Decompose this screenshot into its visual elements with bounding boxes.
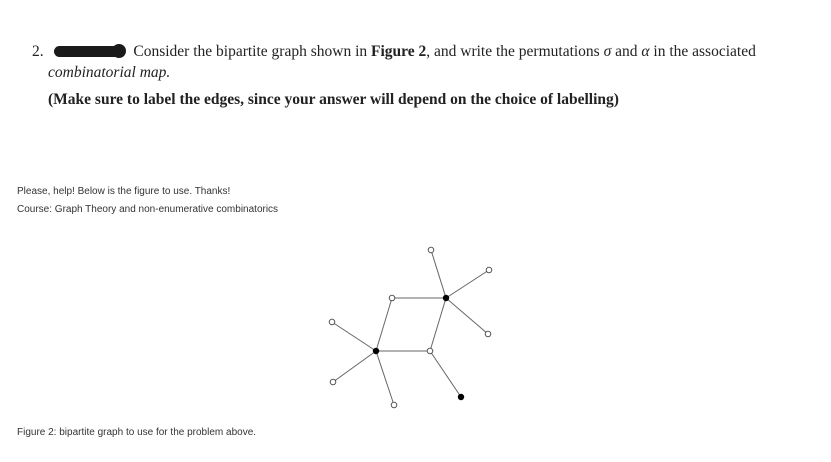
help-text: Please, help! Below is the figure to use. Thanks! [17, 186, 231, 197]
graph-vertices [329, 247, 492, 408]
black-vertex [373, 348, 379, 354]
black-vertex [443, 295, 449, 301]
sigma-symbol: σ [603, 43, 612, 60]
graph-edge [376, 298, 392, 351]
graph-edge [446, 270, 489, 298]
question-number: 2. [32, 43, 44, 60]
graph-edge [430, 351, 461, 397]
graph-edge [333, 351, 376, 382]
alpha-symbol: α [641, 43, 650, 60]
white-vertex [329, 319, 335, 325]
and-word: and [611, 43, 642, 60]
graph-edge [446, 298, 488, 334]
white-vertex [485, 331, 491, 337]
white-vertex [427, 348, 433, 354]
white-vertex [330, 379, 336, 385]
figure-reference: Figure 2 [371, 43, 427, 60]
white-vertex [428, 247, 434, 253]
white-vertex [391, 402, 397, 408]
graph-edge [376, 351, 394, 405]
white-vertex [389, 295, 395, 301]
black-vertex [458, 394, 464, 400]
question-text-mid: , and write the permutations [426, 43, 604, 60]
white-vertex [486, 267, 492, 273]
course-text: Course: Graph Theory and non-enumerative combinatorics [17, 204, 279, 215]
graph-edge [431, 250, 446, 298]
question-text-end: in the associated [649, 43, 756, 60]
graph-edge [332, 322, 376, 351]
question-note: (Make sure to label the edges, since your answer will depend on the choice of labelling) [48, 91, 619, 108]
graph-edge [430, 298, 446, 351]
question-line-2: combinatorial map. [48, 64, 171, 81]
figure-caption: Figure 2: bipartite graph to use for the problem above. [17, 427, 257, 438]
graph-edges [332, 250, 489, 405]
question-text-start: Consider the bipartite graph shown in [133, 43, 371, 60]
